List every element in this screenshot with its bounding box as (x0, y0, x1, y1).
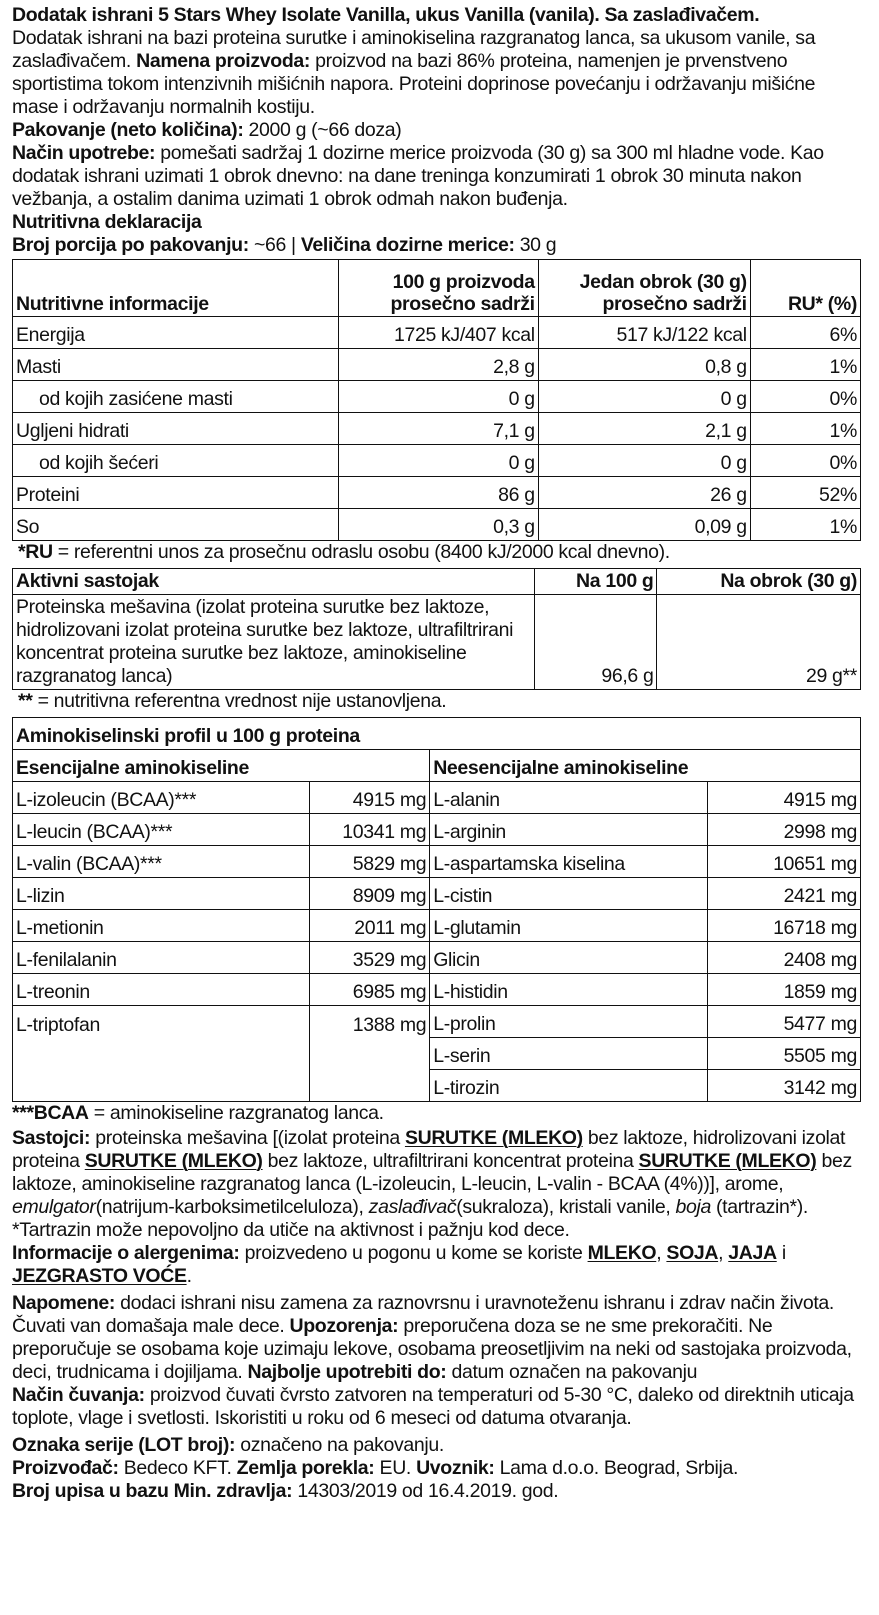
bcaa-mark: ***BCAA (12, 1102, 89, 1124)
nonessential-value: 2408 mg (708, 942, 861, 974)
sastojci-text-7: (tartrazin*). (716, 1196, 808, 1218)
nonessential-name: L-prolin (430, 1006, 708, 1038)
broj-porcija-label: Broj porcija po pakovanju: (12, 234, 249, 256)
table-row (13, 910, 861, 942)
allergen-jaja: JAJA (728, 1242, 777, 1264)
essential-value: 8909 mg (309, 878, 429, 910)
essential-value: 5829 mg (309, 846, 429, 878)
product-description: Dodatak ishrani na bazi proteina surutke i aminokiselina razgranatog lanca, sa ukusom vanile, sa zaslađivačem. (12, 27, 816, 72)
ru-mark: *RU (18, 541, 53, 563)
nutrient-per-serving: 0,8 g (538, 349, 750, 381)
active-ingredient-table (12, 568, 861, 690)
nutrient-name: Masti (13, 349, 339, 381)
nonessential-name: L-alanin (430, 782, 708, 814)
active-note: = nutritivna referentna vrednost nije ustanovljena. (37, 690, 447, 712)
nutrient-ru: 52% (750, 477, 860, 509)
nacin-upotrebe (12, 142, 861, 211)
essential-value: 10341 mg (309, 814, 429, 846)
amino-essential-title: Esencijalne aminokiseline (13, 750, 430, 782)
nutrient-per-serving: 26 g (538, 477, 750, 509)
broj-porcija-value: ~66 (253, 234, 286, 256)
napomene-label: Napomene: (12, 1292, 116, 1314)
pakovanje-line (12, 119, 861, 142)
separator: , (718, 1242, 724, 1264)
cuvanje-label: Način čuvanja: (12, 1384, 145, 1406)
alergeni-label: Informacije o alergenima: (12, 1242, 240, 1264)
nutrient-per-serving: 517 kJ/122 kcal (538, 317, 750, 349)
active-col-name: Aktivni sastojak (13, 569, 535, 595)
nutrient-name: Proteini (13, 477, 339, 509)
lot-line (12, 1434, 861, 1457)
essential-name: L-treonin (13, 974, 310, 1006)
nutritivna-heading: Nutritivna deklaracija (12, 211, 202, 233)
nutrient-per-serving: 0 g (538, 445, 750, 477)
cuvanje-text: proizvod čuvati čvrsto zatvoren na temperaturi od 5-30 °C, daleko od direktnih uticaja toplote, vlage i svetlosti. Iskoristiti u roku od 6 meseci od datuma otvaranja. (12, 1384, 854, 1429)
essential-name: L-metionin (13, 910, 310, 942)
nutrition-table (12, 259, 861, 541)
table-row (13, 878, 861, 910)
table-row (13, 509, 861, 541)
nutrient-ru: 1% (750, 349, 860, 381)
active-col-serving: Na obrok (30 g) (657, 569, 861, 595)
table-row (13, 942, 861, 974)
active-per-serving: 29 g** (657, 595, 861, 690)
pakovanje-label: Pakovanje (neto količina): (12, 119, 244, 141)
namena-label: Namena proizvoda: (136, 50, 311, 72)
essential-value: 6985 mg (309, 974, 429, 1006)
zemlja-label: Zemlja porekla: (236, 1457, 375, 1479)
essential-value: 1388 mg (309, 1006, 429, 1038)
allergen-surutke-2: SURUTKE (MLEKO) (84, 1150, 263, 1172)
nonessential-value: 2421 mg (708, 878, 861, 910)
allergen-soja: SOJA (666, 1242, 719, 1264)
table-row (13, 1006, 861, 1038)
nutrient-name: od kojih zasićene masti (13, 381, 339, 413)
nutrition-col-serving: Jedan obrok (30 g) prosečno sadrži (538, 260, 750, 317)
uvoznik-text: Lama d.o.o. Beograd, Srbija. (499, 1457, 739, 1479)
separator: . (186, 1265, 192, 1287)
essential-name: L-lizin (13, 878, 310, 910)
sastojci-zasladjivac: zaslađivač (368, 1196, 457, 1218)
nonessential-name: L-tirozin (430, 1070, 708, 1102)
allergen-surutke-3: SURUTKE (MLEKO) (638, 1150, 817, 1172)
bcaa-footnote (12, 1102, 861, 1125)
nutrient-name: Energija (13, 317, 339, 349)
table-row (13, 974, 861, 1006)
nonessential-name: L-serin (430, 1038, 708, 1070)
nutrition-col-name: Nutritivne informacije (13, 260, 339, 317)
sastojci-paragraph (12, 1127, 861, 1219)
sastojci-text-1: proteinska mešavina [(izolat proteina (95, 1127, 400, 1149)
ru-note: = referentni unos za prosečnu odraslu osobu (8400 kJ/2000 kcal dnevno). (57, 541, 670, 563)
lot-text: označeno na pakovanju. (240, 1434, 444, 1456)
nutrition-header (13, 260, 861, 317)
nonessential-value: 10651 mg (708, 846, 861, 878)
pakovanje-text: 2000 g (~66 doza) (248, 119, 402, 141)
nonessential-value: 5505 mg (708, 1038, 861, 1070)
nutrient-per-100g: 0 g (339, 381, 538, 413)
nonessential-name: L-arginin (430, 814, 708, 846)
nonessential-name: L-glutamin (430, 910, 708, 942)
table-row (13, 595, 861, 690)
table-row (13, 477, 861, 509)
nutrient-per-serving: 2,1 g (538, 413, 750, 445)
table-row (13, 317, 861, 349)
alergeni-text: proizvedeno u pogonu u kome se koriste (244, 1242, 583, 1264)
nutrient-per-serving: 0,09 g (538, 509, 750, 541)
sastojci-text-2: bez laktoze, hidrolizovani izolat proteina (12, 1127, 846, 1172)
nonessential-name: L-aspartamska kiselina (430, 846, 708, 878)
nonessential-name: Glicin (430, 942, 708, 974)
table-row (13, 846, 861, 878)
bcaa-note: = aminokiseline razgranatog lanca. (93, 1102, 384, 1124)
nutrient-name: So (13, 509, 339, 541)
nacin-label: Način upotrebe: (12, 142, 156, 164)
essential-name: L-triptofan (13, 1006, 310, 1038)
proizvodjac-line (12, 1457, 861, 1480)
essential-name: L-valin (BCAA)*** (13, 846, 310, 878)
ru-footnote (12, 541, 861, 564)
nonessential-value: 5477 mg (708, 1006, 861, 1038)
broj-upisa-label: Broj upisa u bazu Min. zdravlja: (12, 1480, 293, 1502)
lot-label: Oznaka serije (LOT broj): (12, 1434, 236, 1456)
nonessential-value: 2998 mg (708, 814, 861, 846)
amino-nonessential-title: Neesencijalne aminokiseline (430, 750, 861, 782)
table-row (13, 782, 861, 814)
nutrient-name: od kojih šećeri (13, 445, 339, 477)
nutrient-ru: 1% (750, 509, 860, 541)
essential-name: L-izoleucin (BCAA)*** (13, 782, 310, 814)
active-note-mark: ** (18, 690, 33, 712)
allergen-surutke-1: SURUTKE (MLEKO) (404, 1127, 583, 1149)
sastojci-emulgator: emulgator (12, 1196, 96, 1218)
sastojci-boja: boja (675, 1196, 711, 1218)
essential-value: 3529 mg (309, 942, 429, 974)
velicina-label: Veličina dozirne merice: (300, 234, 515, 256)
nutrition-col-100g: 100 g proizvoda prosečno sadrži (339, 260, 538, 317)
nutrient-ru: 0% (750, 445, 860, 477)
napomene-paragraph (12, 1292, 861, 1384)
namena-text: proizvod na bazi 86% proteina, namenjen je prvenstveno sportistima tokom intenzivnih mišićnih napora. Proteini doprinose povećanju i održavanju mišićne mase i održavanju normalnih kostiju. (12, 50, 816, 118)
allergen-jezgrasto-voce: JEZGRASTO VOĆE (12, 1265, 187, 1287)
uvoznik-label: Uvoznik: (416, 1457, 495, 1479)
nutrient-per-100g: 86 g (339, 477, 538, 509)
nutrient-per-100g: 7,1 g (339, 413, 538, 445)
sastojci-text-3: bez laktoze, ultrafiltrirani koncentrat proteina (267, 1150, 634, 1172)
napomene-text: dodaci ishrani nisu zamena za raznovrsnu i uravnoteženu ishranu i zdrav način života. Čuvati van domašaja male dece. (12, 1292, 834, 1337)
active-ingredient-name: Proteinska mešavina (izolat proteina surutke bez laktoze, hidrolizovani izolat proteina surutke bez laktoze, ultrafiltrirani koncentrat proteina surutke bez laktoze, aminokiseline razgranatog lanca) (13, 595, 535, 690)
nonessential-name: L-cistin (430, 878, 708, 910)
essential-name: L-fenilalanin (13, 942, 310, 974)
proizvodjac-text: Bedeco KFT. (123, 1457, 232, 1479)
table-row (13, 1070, 861, 1102)
porcije-line: Broj porcija po pakovanju: ~66 | Veličina dozirne merice: 30 g (12, 234, 557, 256)
amino-title-row (13, 718, 861, 750)
nutrient-per-100g: 1725 kJ/407 kcal (339, 317, 538, 349)
nonessential-value: 1859 mg (708, 974, 861, 1006)
essential-value: 2011 mg (309, 910, 429, 942)
active-header (13, 569, 861, 595)
essential-name: L-leucin (BCAA)*** (13, 814, 310, 846)
active-col-100g: Na 100 g (534, 569, 657, 595)
zemlja-text: EU. (379, 1457, 411, 1479)
nutrient-per-100g: 2,8 g (339, 349, 538, 381)
sastojci-text-5: (natrijum-karboksimetilceluloza), (95, 1196, 364, 1218)
allergen-mleko: MLEKO (587, 1242, 657, 1264)
product-title: Dodatak ishrani 5 Stars Whey Isolate Vanilla, ukus Vanilla (vanila). Sa zaslađivačem. (12, 4, 760, 26)
separator: , (656, 1242, 662, 1264)
table-row (13, 1038, 861, 1070)
alergeni-paragraph (12, 1242, 861, 1288)
table-row (13, 413, 861, 445)
nutrient-ru: 6% (750, 317, 860, 349)
table-row (13, 349, 861, 381)
nonessential-name: L-histidin (430, 974, 708, 1006)
table-row (13, 814, 861, 846)
nutrition-col-ru: RU* (%) (750, 260, 860, 317)
nutrient-ru: 0% (750, 381, 860, 413)
tartrazin-note: *Tartrazin može nepovoljno da utiče na aktivnost i pažnju kod dece. (12, 1219, 570, 1241)
najbolje-label: Najbolje upotrebiti do: (247, 1361, 447, 1383)
najbolje-text: datum označen na pakovanju (451, 1361, 698, 1383)
essential-value: 4915 mg (309, 782, 429, 814)
nacin-text: pomešati sadržaj 1 dozirne merice proizvoda (30 g) sa 300 ml hladne vode. Kao dodatak ishrani uzimati 1 obrok dnevno: na dane treninga konzumirati 1 obrok 30 minuta nakon vežbanja, a ostalim danima uzimati 1 obrok odmah nakon buđenja. (12, 142, 824, 210)
intro-paragraph (12, 27, 861, 119)
active-per-100g: 96,6 g (534, 595, 657, 690)
nutrient-per-serving: 0 g (538, 381, 750, 413)
cuvanje-paragraph (12, 1384, 861, 1430)
upozorenja-label: Upozorenja: (289, 1315, 399, 1337)
sastojci-label: Sastojci: (12, 1127, 91, 1149)
broj-upisa-text: 14303/2019 od 16.4.2019. god. (297, 1480, 559, 1502)
nonessential-value: 3142 mg (708, 1070, 861, 1102)
nonessential-value: 4915 mg (708, 782, 861, 814)
nonessential-value: 16718 mg (708, 910, 861, 942)
amino-subheader (13, 750, 861, 782)
proizvodjac-label: Proizvođač: (12, 1457, 119, 1479)
nutrient-per-100g: 0,3 g (339, 509, 538, 541)
nutrient-per-100g: 0 g (339, 445, 538, 477)
sastojci-text-6: (sukraloza), kristali vanile, (456, 1196, 671, 1218)
amino-table (12, 717, 861, 1102)
table-row (13, 445, 861, 477)
nutrient-name: Ugljeni hidrati (13, 413, 339, 445)
velicina-value: 30 g (519, 234, 557, 256)
broj-upisa-line (12, 1480, 861, 1503)
separator: i (781, 1242, 786, 1264)
nutrient-ru: 1% (750, 413, 860, 445)
upozorenja-text: preporučena doza se ne sme prekoračiti. Ne preporučuje se osobama koje uzimaju lekove, osobama preosetljivim na neki od sastojaka proizvoda, deci, trudnicama i dojiljama. (12, 1315, 852, 1383)
active-footnote (12, 690, 861, 713)
sastojci-text-4: bez laktoze, aminokiseline razgranatog lanca (L-izoleucin, L-leucin, L-valin - BCAA (4%))], arome, (12, 1150, 852, 1195)
amino-title: Aminokiselinski profil u 100 g proteina (13, 718, 861, 750)
table-row (13, 381, 861, 413)
